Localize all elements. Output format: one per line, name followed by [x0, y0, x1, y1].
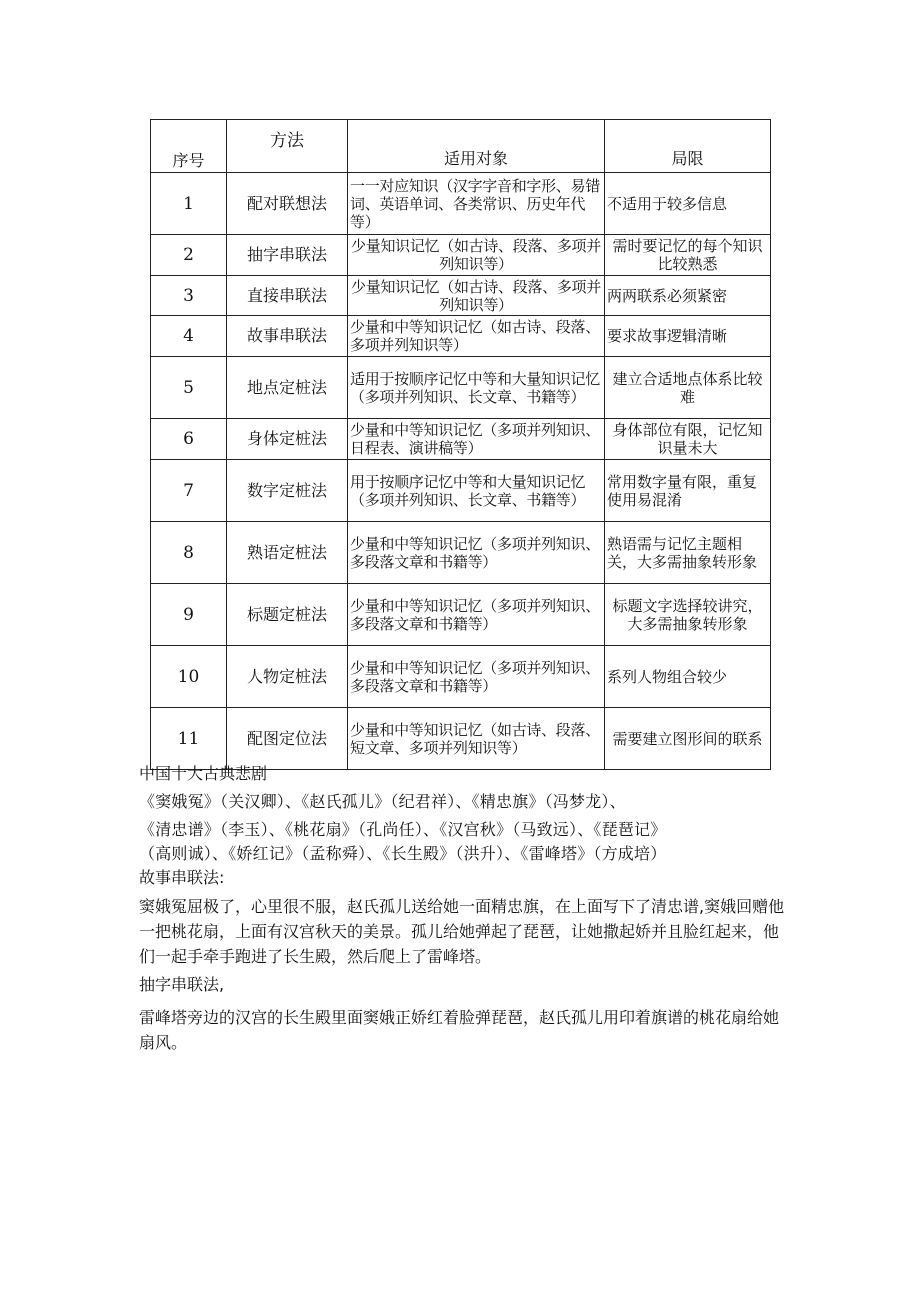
row-limit: 建立合适地点体系比较难 — [605, 357, 771, 419]
row-limit: 熟语需与记忆主题相关，大多需抽象转形象 — [605, 522, 771, 584]
story-method-text: 窦娥冤屈极了，心里很不服，赵氏孤儿送给她一面精忠旗，在上面写下了清忠谱,窦娥回赠他一把桃花扇，上面有汉宫秋天的美景。孤儿给她弹起了琵琶，让她撒起娇并且脸红起来，他们一起手牵手跑进了长生殿，然后爬上了雷峰塔。 — [139, 897, 785, 966]
row-number: 7 — [151, 460, 227, 522]
row-number: 4 — [151, 316, 227, 357]
header-target: 适用对象 — [348, 120, 605, 173]
row-number: 11 — [151, 708, 227, 770]
table-row — [151, 235, 771, 276]
row-limit-text: 身体部位有限，记忆知识量未大 — [612, 421, 763, 457]
row-number: 2 — [151, 235, 227, 276]
extract-method-text: 雷峰塔旁边的汉宫的长生殿里面窦娥正娇红着脸弹琵琶，赵氏孤儿用印着旗谱的桃花扇给她扇风。 — [139, 1008, 780, 1052]
extract-method-heading: 抽字串联法, — [139, 975, 225, 994]
row-target: 一一对应知识（汉字字音和字形、易错词、英语单词、各类常识、历史年代等） — [348, 173, 605, 235]
row-method: 数字定桩法 — [227, 460, 348, 522]
row-number: 10 — [151, 646, 227, 708]
table-row — [151, 173, 771, 235]
row-number: 8 — [151, 522, 227, 584]
tragedies-list-line-1: 《窦娥冤》（关汉卿）、《赵氏孤儿》（纪君祥）、《精忠旗》（冯梦龙）、 — [139, 792, 626, 811]
tragedies-section — [139, 762, 789, 1055]
row-number: 9 — [151, 584, 227, 646]
table-row — [151, 708, 771, 770]
table-row — [151, 276, 771, 316]
header-method: 方法 — [227, 120, 348, 173]
row-target — [348, 419, 605, 460]
story-method-heading: 故事串联法: — [139, 868, 225, 887]
header-no: 序号 — [151, 120, 227, 173]
row-target: 少量知识记忆（如古诗、段落、多项并列知识等） — [348, 276, 605, 316]
header-limit: 局限 — [605, 120, 771, 173]
row-limit: 需时要记忆的每个知识比较熟悉 — [605, 235, 771, 276]
row-method: 抽字串联法 — [227, 235, 348, 276]
row-limit: 需要建立图形间的联系 — [605, 708, 771, 770]
table-row — [151, 419, 771, 460]
row-target: 少量和中等知识记忆（多项并列知识、多段落文章和书籍等） — [348, 646, 605, 708]
table-row — [151, 584, 771, 646]
row-limit: 两两联系必须紧密 — [605, 276, 771, 316]
tragedies-list-line-3: （高则诚）、《娇红记》（孟称舜）、《长生殿》（洪升）、《雷峰塔》（方成培） — [139, 844, 667, 863]
memory-methods-table — [150, 119, 771, 770]
row-method: 配图定位法 — [227, 708, 348, 770]
row-method: 配对联想法 — [227, 173, 348, 235]
row-method: 熟语定桩法 — [227, 522, 348, 584]
row-method: 地点定桩法 — [227, 357, 348, 419]
row-target: 少量和中等知识记忆（多项并列知识、多段落文章和书籍等） — [348, 522, 605, 584]
row-method: 标题定桩法 — [227, 584, 348, 646]
table-row — [151, 460, 771, 522]
row-number: 5 — [151, 357, 227, 419]
row-target: 少量知识记忆（如古诗、段落、多项并列知识等） — [348, 235, 605, 276]
row-method: 身体定桩法 — [227, 419, 348, 460]
row-limit: 标题文字选择较讲究，大多需抽象转形象 — [605, 584, 771, 646]
table-row — [151, 646, 771, 708]
table-row — [151, 357, 771, 419]
table-row — [151, 316, 771, 357]
row-target: 少量和中等知识记忆（多项并列知识、多段落文章和书籍等） — [348, 584, 605, 646]
table-header-row — [151, 120, 771, 173]
row-limit: 要求故事逻辑清晰 — [605, 316, 771, 357]
row-number: 1 — [151, 173, 227, 235]
row-target: 用于按顺序记忆中等和大量知识记忆（多项并列知识、长文章、书籍等） — [348, 460, 605, 522]
row-number: 3 — [151, 276, 227, 316]
tragedies-list-line-2: 《清忠谱》（李玉）、《桃花扇》（孔尚任）、《汉宫秋》（马致远）、《琵琶记》 — [139, 820, 667, 839]
row-target: 少量和中等知识记忆（如古诗、段落、短文章、多项并列知识等） — [348, 708, 605, 770]
table-row — [151, 522, 771, 584]
row-limit: 系列人物组合较少 — [605, 646, 771, 708]
row-limit: 不适用于较多信息 — [605, 173, 771, 235]
row-target-text: 少量和中等知识记忆（多项并列知识、日程表、演讲稿等） — [350, 421, 600, 457]
row-target: 少量和中等知识记忆（如古诗、段落、多项并列知识等） — [348, 316, 605, 357]
row-limit — [605, 419, 771, 460]
tragedies-title: 中国十大古典悲剧 — [139, 764, 268, 783]
row-limit: 常用数字量有限，重复使用易混淆 — [605, 460, 771, 522]
row-method: 直接串联法 — [227, 276, 348, 316]
row-method: 人物定桩法 — [227, 646, 348, 708]
row-method: 故事串联法 — [227, 316, 348, 357]
row-target: 适用于按顺序记忆中等和大量知识记忆（多项并列知识、长文章、书籍等） — [348, 357, 605, 419]
row-number: 6 — [151, 419, 227, 460]
